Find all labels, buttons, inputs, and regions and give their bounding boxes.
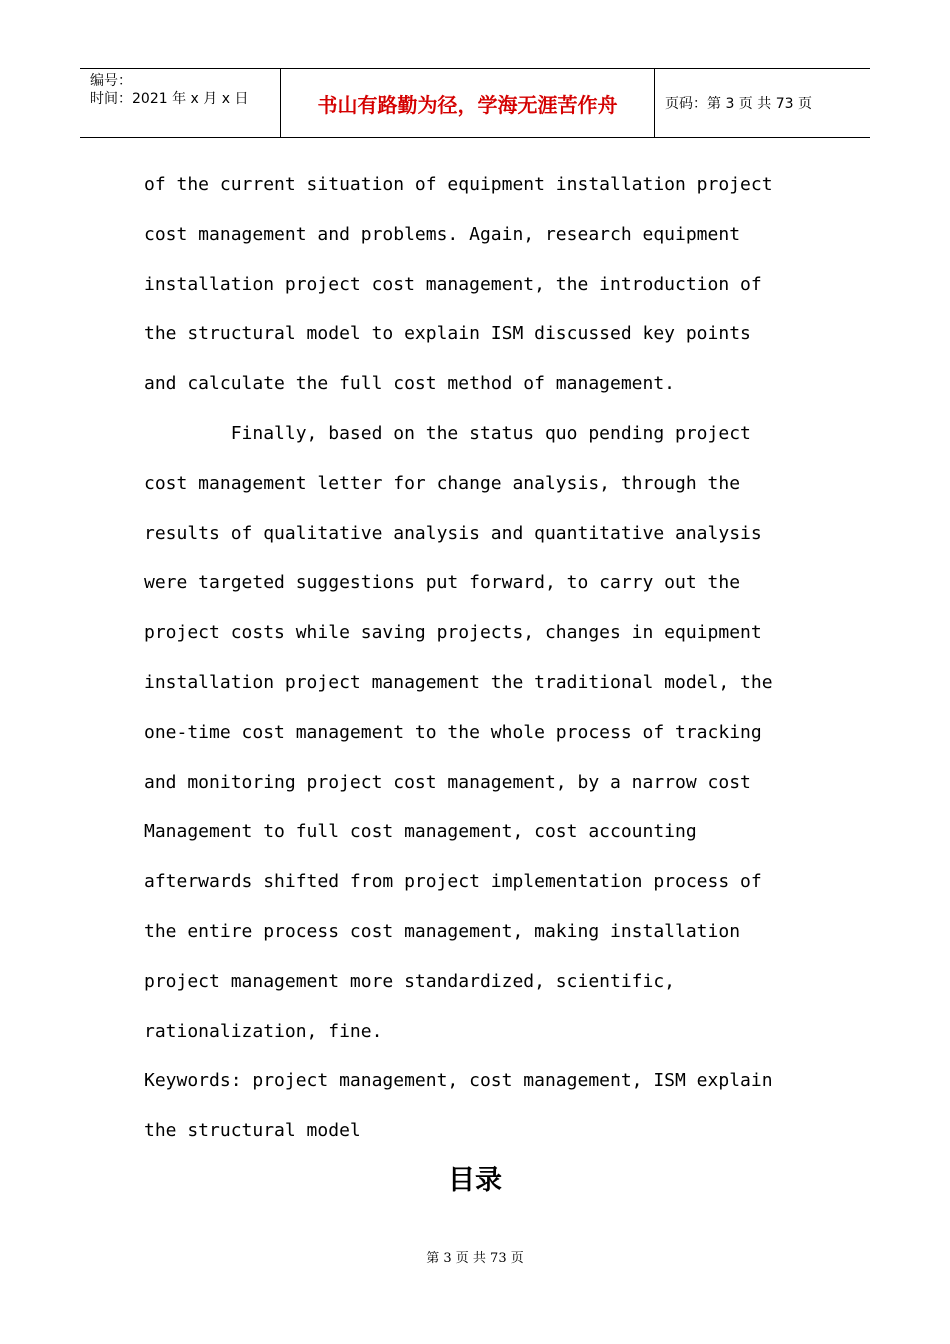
header-meta-cell (80, 69, 281, 137)
text-line: the entire process cost management, making installation (144, 920, 741, 942)
header-page-cell (655, 69, 870, 137)
motto-text: 书山有路勤为径，学海无涯苦作舟 (317, 92, 618, 117)
text-line: project costs while saving projects, changes in equipment (144, 622, 762, 644)
page-code: 页码：第 3 页 共 73 页 (665, 96, 812, 112)
text-line: of the current situation of equipment installation project (144, 174, 773, 195)
text-line: project management more standardized, scientific, (144, 970, 676, 992)
text-line: cost management letter for change analysis, through the (144, 472, 741, 494)
keywords-line: Keywords: project management, cost management, ISM explain (144, 1070, 773, 1092)
text-line: were targeted suggestions put forward, to carry out the (144, 572, 741, 594)
text-line: and monitoring project cost management, by a narrow cost (144, 771, 751, 793)
text-line: installation project cost management, the introduction of (144, 273, 762, 295)
header-motto-cell (281, 69, 655, 137)
text-line: cost management and problems. Again, research equipment (144, 223, 741, 245)
toc-title: 目录 (448, 1165, 502, 1196)
text-line: Management to full cost management, cost accounting (144, 821, 697, 843)
text-line: afterwards shifted from project implementation process of (144, 871, 762, 893)
text-line: the structural model to explain ISM discussed key points (144, 323, 751, 345)
page-footer: 第 3 页 共 73 页 (426, 1251, 524, 1266)
keywords-line: the structural model (144, 1120, 361, 1142)
text-line: rationalization, fine. (144, 1020, 383, 1042)
number-label: 编号： (90, 73, 132, 89)
text-line: results of qualitative analysis and quantitative analysis (144, 522, 762, 544)
text-line: Finally, based on the status quo pending project (144, 422, 751, 444)
abstract-body (144, 160, 824, 1156)
text-line: one-time cost management to the whole process of tracking (144, 721, 762, 743)
text-line: installation project management the traditional model, the (144, 671, 773, 693)
page-header (80, 68, 870, 138)
text-line: and calculate the full cost method of management. (144, 373, 676, 395)
time-label: 时间：2021 年 x 月 x 日 (90, 91, 249, 107)
